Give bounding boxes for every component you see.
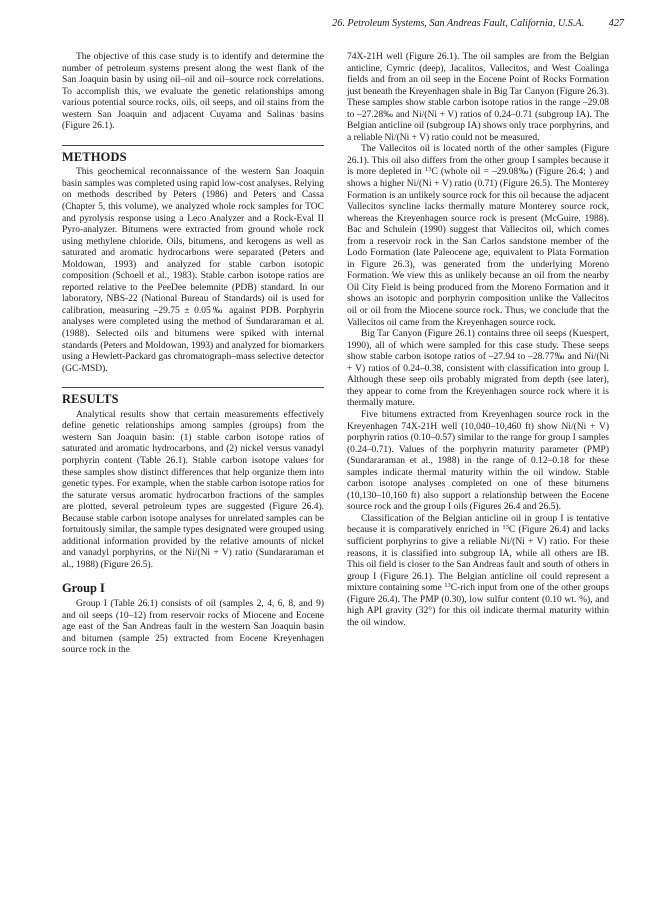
section-rule <box>62 387 324 388</box>
right-column <box>347 52 609 629</box>
intro-paragraph: The objective of this case study is to identify and determine the number of petroleum systems present along the west flank of the San Joaquin basin by using oil–oil and oil–source rock correlations. To accomplish this, we evaluate the genetic relationships among various potential source rocks, oils, oil seeps, and oil stains from the western San Joaquin and adjacent Cuyama and Salinas basins (Figure 26.1). <box>62 52 324 132</box>
paragraph-continued: 74X-21H well (Figure 26.1). The oil samples are from the Belgian anticline, Cymric (deep), Jacalitos, Vallecitos, and West Coalinga fields and from an oil seep in the Eocene Point of Rocks Formation just beneath the Kreyenhagen shale in Big Tar Canyon (Figure 26.3). These samples show stable carbon isotope ratios in the range –29.08 to –27.28‰ and Ni/(Ni + V) ratios of 0.24–0.71 (subgroup IA). The Belgian anticline oil (subgroup IA) shows only trace porphyrins, and a reliable Ni/(Ni + V) ratio could not be measured. <box>347 52 609 143</box>
running-title: 26. Petroleum Systems, San Andreas Fault, California, U.S.A. <box>332 18 585 29</box>
running-header <box>0 18 624 34</box>
group-i-paragraph: Group I (Table 26.1) consists of oil (samples 2, 4, 6, 8, and 9) and oil seeps (10–12) from reservoir rocks of Miocene and Eocene age east of the San Andreas fault in the western San Joaquin basin and bitumen (sample 25) extracted from Eocene Kreyenhagen source rock in the <box>62 598 324 656</box>
section-rule <box>62 145 324 146</box>
text-span: The Vallecitos oil is located north of the other samples (Figure 26.1). This oil also differs from the other group I samples because it is more depleted in <box>347 144 609 178</box>
bitumens-paragraph: Five bitumens extracted from Kreyenhagen source rock in the Kreyenhagen 74X-21H well (10,040–10,460 ft) show Ni/(Ni + V) porphyrin ratios (0.10–0.57) similar to the range for group I samples (0.24–0.71). Values of the porphyrin maturity parameter (PMP) (Sundararaman et al., 1988) in the range of 0.12–0.18 for these samples indicate thermal maturity within the oil window. Stable carbon isotope analyses completed on one of these bitumens (10,130–10,160 ft) also support a relationship between the Eocene source rock and the group I oils (Figures 26.4 and 26.5). <box>347 409 609 513</box>
text-span: C-rich input from one of the other groups (Figure 26.4). The PMP (0.30), low sulfur content (0.10 wt. %), and high API gravity (32°) for this oil indicate thermal maturity within the oil window. <box>347 583 610 628</box>
group-i-heading: Group I <box>62 581 105 596</box>
belgian-anticline-paragraph <box>347 514 609 629</box>
big-tar-canyon-paragraph: Big Tar Canyon (Figure 26.1) contains three oil seeps (Kuespert, 1990), all of which were sampled for this case study. These seeps show stable carbon isotope ratios of –27.94 to –28.77‰ and Ni/(Ni + V) ratios of 0.24–0.38, consistent with classification into group I. Although these seep oils probably migrated from depth (see later), they appear to come from the Kreyenhagen source rock where it is thermally mature. <box>347 329 609 409</box>
text-span: C (whole oil = –29.08‰) (Figure 26.4; ) and shows a higher Ni/(Ni + V) ratio (0.71) (Figure 26.5). The Monterey Formation is an unlikely source rock for this oil because the adjacent Vallecitos syncline lacks thermally mature Monterey source rock, whereas the Kreyenhagen source rock is present (McGuire, 1988). Bac and Schulein (1990) suggest that Vallecitos oil, which comes from a reservoir rock in the San Carlos sandstone member of the Lodo Formation (late Paleocene age, equivalent to Plata Formation in Figure 26.3), was generated from the underlying Moreno Formation. We view this as unlikely because an oil from the nearby Oil City Field is being produced from the Moreno Formation and it shows an isotopic and porphyrin composition unlike the Vallecitos oil or oil from the Miocene source rock. Thus, we conclude that the Vallecitos oil came from the Kreyenhagen source rock. <box>347 167 609 328</box>
methods-paragraph: This geochemical reconnaissance of the western San Joaquin basin samples was completed using rapid low-cost analyses. Relying on methods described by Peters (1986) and Peters and Cassa (Chapter 5, this volume), we analyzed whole rock samples for TOC and pyrolysis response using a Leco Analyzer and a Rock-Eval II Pyro-analyzer. Bitumens were extracted from ground whole rock using methylene chloride. Oils, bitumens, and kerogens as well as saturated and aromatic hydrocarbons were separated (Peters and Moldowan, 1993) and analyzed for stable carbon isotopic composition (Schoell et al., 1983). Stable carbon isotope ratios are reported relative to the PeeDee belemnite (PDB) standard. In our laboratory, NBS-22 (National Bureau of Standards) oil is used for calibration, measuring –29.75 ± 0.05‰ against PDB. Porphyrin analyses were completed using the method of Sundararaman et al. (1988). Selected oils and bitumens were spiked with internal standards (Peters and Moldowan, 1993) and analyzed for biomarkers using a Hewlett-Packard gas chromatograph–mass selective detector (GC-MSD). <box>62 167 324 374</box>
superscript: 13 <box>424 166 432 174</box>
left-column <box>62 52 324 657</box>
text-span: Classification of the Belgian anticline oil in group I is tentative because it is comparatively enriched in <box>347 513 609 536</box>
vallecitos-paragraph <box>347 144 609 329</box>
text-span: C (Figure 26.4) and lacks sufficient porphyrins to give a reliable Ni/(Ni + V) ratio. For these reasons, it is classified into subgroup IA, while all others are IB. This oil field is closer to the San Andreas fault and south of others in group I (Figure 26.1). The Belgian anticline oil could represent a mixture containing some <box>347 525 610 594</box>
results-paragraph: Analytical results show that certain measurements effectively define genetic relationships among samples (groups) from the western San Joaquin basin: (1) stable carbon isotope ratios of saturated and aromatic hydrocarbons, and (2) nickel versus vanadyl porphyrin content (Table 26.1). Stable carbon isotope values for these samples show distinct differences that help organize them into genetic types. For example, when the stable carbon isotope ratios for the saturate versus aromatic hydrocarbon fractions of the samples are plotted, several petroleum types are suggested (Figure 26.4). Because stable carbon isotope analyses for unrelated samples can be fortuitously similar, the sample types designated were grouped using additional information provided by the relative amounts of nickel and vanadyl porphyrins, or the Ni/(Ni + V) ratio (Sundararaman et al., 1988) (Figure 26.5). <box>62 409 324 570</box>
results-heading: RESULTS <box>62 392 119 407</box>
page-number: 427 <box>608 18 624 29</box>
methods-heading: METHODS <box>62 149 127 164</box>
superscript: 13 <box>502 524 509 532</box>
superscript: 13 <box>444 582 451 590</box>
